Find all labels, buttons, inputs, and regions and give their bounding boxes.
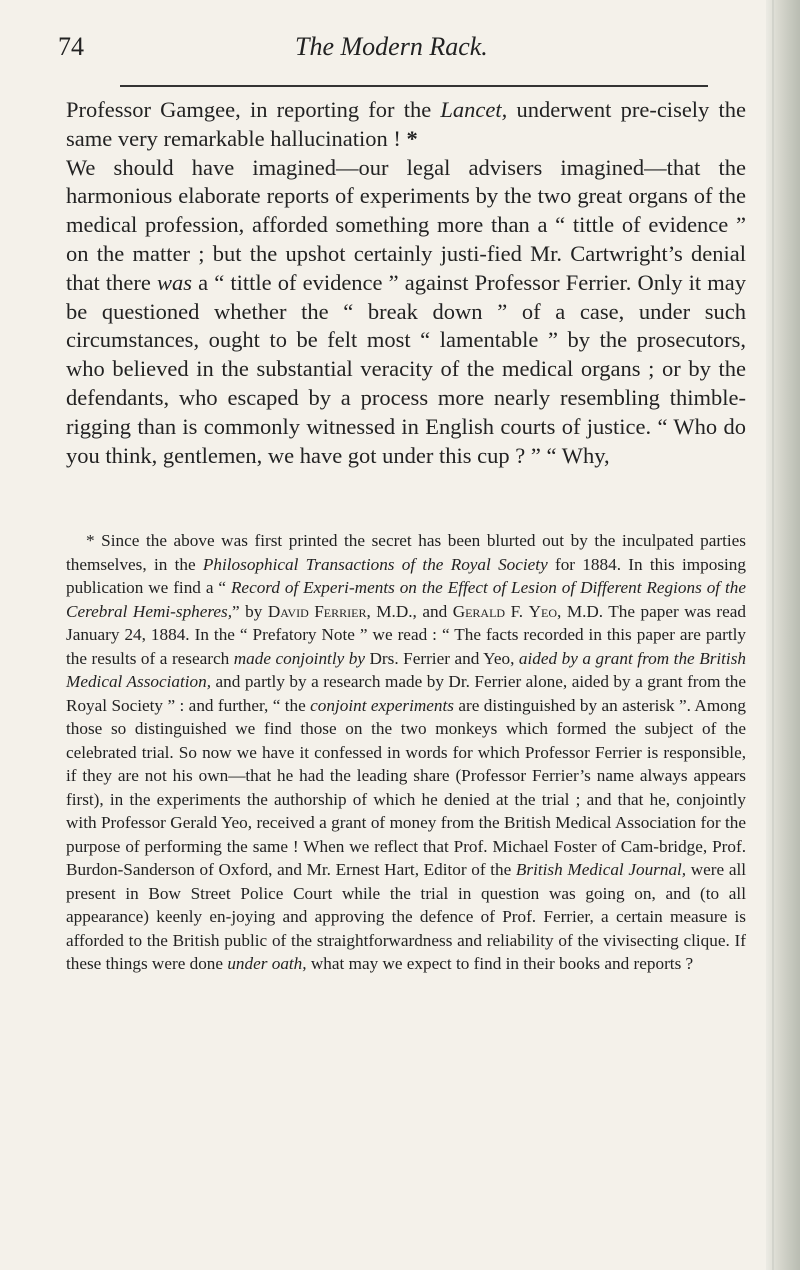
page-number: 74: [58, 32, 84, 61]
italic-run: made conjointly by: [233, 648, 365, 668]
italic-run: Record of Experi-ments on the Effect of Lesion of Different Regions of the Cerebral Hemi-spheres,: [66, 578, 747, 621]
small-caps-name: David Ferrier: [267, 601, 367, 621]
small-caps-name: Yeo: [528, 601, 558, 621]
italic-run: aided by a grant from the British Medical Association,: [66, 648, 746, 691]
italic-run: Lancet,: [440, 97, 508, 122]
page-edge-shadow: [766, 0, 800, 1270]
italic-run: conjoint experiments: [310, 695, 454, 715]
footnote-marker: *: [406, 125, 418, 151]
italic-run: Philosophical Transactions of the Royal Society: [202, 554, 548, 574]
running-title: The Modern Rack.: [295, 32, 488, 61]
main-text: [66, 96, 746, 470]
italic-run: British Medical Journal,: [515, 860, 687, 879]
paragraph: We should have imagined—our legal advisers imagined—that the harmonious elaborate reports of experiments by the two great organs of the medical profession, afforded something more than a “ tittle of evidence ” on the matter ; but the upshot certainly justi-fied Mr. Cartwright’s denial that there was a “ tittle of evidence ” against Professor Ferrier. Only it may be questioned whether the “ break down ” of a case, under such circumstances, ought to be felt most “ lamentable ” by the prosecutors, who believed in the substantial veracity of the medical organs ; or by the defendants, who escaped by a process more nearly resembling thimble-rigging than is commonly witnessed in English courts of justice. “ Who do you think, gentlemen, we have got under this cup ? ” “ Why,: [66, 154, 746, 468]
small-caps-name: Gerald: [452, 601, 506, 621]
footnote: [66, 529, 746, 976]
paragraph: Professor Gamgee, in reporting for the Lancet, underwent pre-cisely the same very remarkable hallucination ! *: [66, 97, 746, 151]
italic-run: under oath,: [227, 954, 307, 973]
header-rule: [120, 85, 708, 87]
page-header: [58, 32, 758, 68]
footnote-text: * Since the above was first printed the secret has been blurted out by the inculpated parties themselves, in the Philosophical Transactions of the Royal Society for 1884. In this imposing publication we find a “ Record of Experi-ments on the Effect of Lesion of Different Regions of the Cerebral Hemi-spheres,” by David Ferrier, M.D., and Gerald F. Yeo, M.D. The paper was read January 24, 1884. In the “ Prefatory Note ” we read : “ The facts recorded in this paper are partly the results of a research made conjointly by Drs. Ferrier and Yeo, aided by a grant from the British Medical Association, and partly by a research made by Dr. Ferrier alone, aided by a grant from the Royal Society ” : and further, “ the conjoint experiments are distinguished by an asterisk ”. Among those so distinguished we find those on the two monkeys which formed the subject of the celebrated trial. So now we have it confessed in words for which Professor Ferrier is responsible, if they are not his own—that he had the leading share (Professor Ferrier’s name always appears first), in the experiments the authorship of which he denied at the trial ; and that he, conjointly with Professor Gerald Yeo, received a grant of money from the British Medical Association for the purpose of performing the same ! When we reflect that Prof. Michael Foster of Cam-bridge, Prof. Burdon-Sanderson of Oxford, and Mr. Ernest Hart, Editor of the British Medical Journal, were all present in Bow Street Police Court while the trial in question was going on, and (to all appearance) keenly en-joying and approving the defence of Prof. Ferrier, a certain measure is afforded to the British public of the straightforwardness and reliability of the vivisecting clique. If these things were done under oath, what may we expect to find in their books and reports ?: [66, 531, 747, 973]
italic-run: was: [156, 269, 192, 295]
